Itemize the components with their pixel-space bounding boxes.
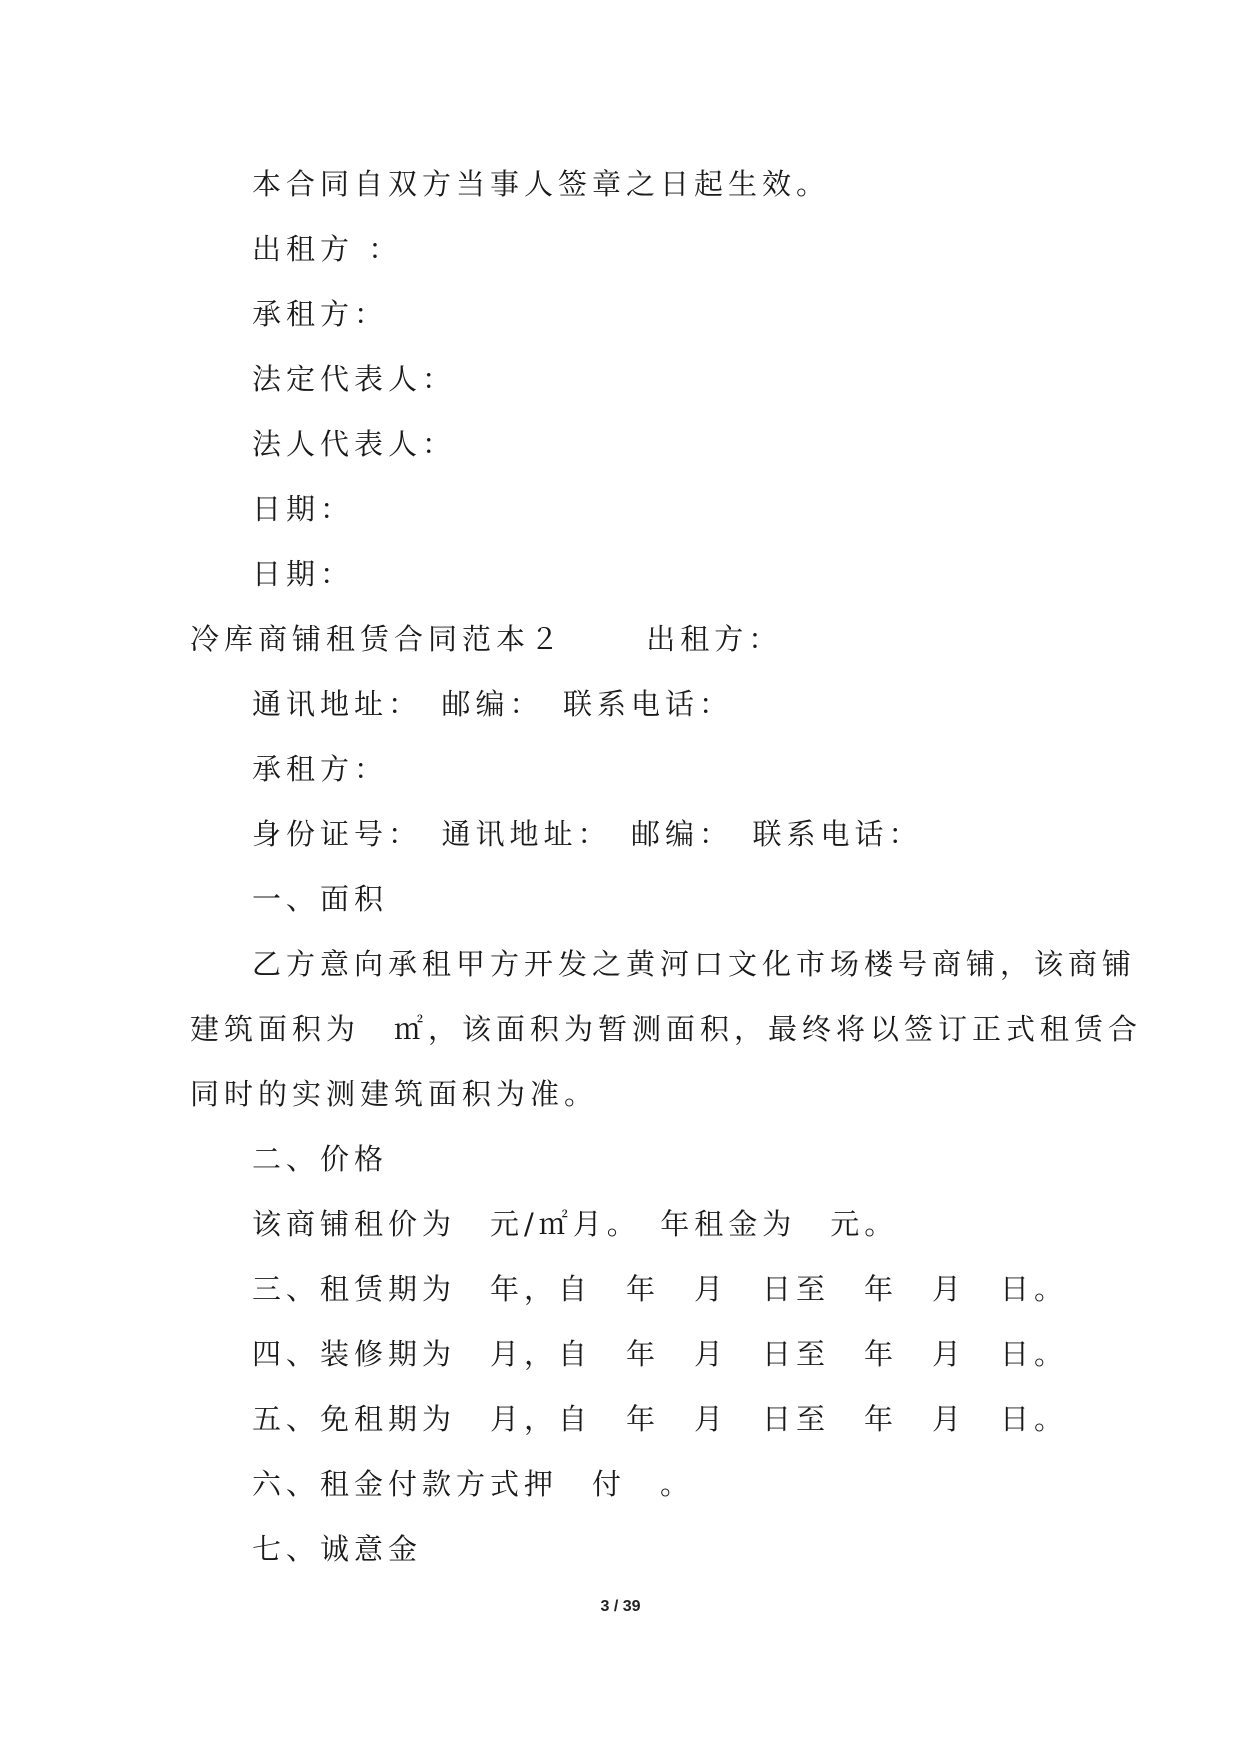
paragraph-area-line-3: 同时的实测建筑面积为准。 [190, 1077, 599, 1111]
section-heading-price: 二、价格 [252, 1142, 389, 1176]
section-heading-area: 一、面积 [252, 882, 389, 916]
paragraph-price: 该商铺租价为 元/㎡月。 年租金为 元。 [252, 1207, 899, 1241]
field-lessor-contact: 通讯地址： 邮编： 联系电话： [252, 687, 734, 721]
section-lease-term: 三、租赁期为 年，自 年 月 日至 年 月 日。 [252, 1272, 1069, 1306]
field-lessee: 承租方： [252, 297, 389, 331]
field-corporate-representative: 法人代表人： [252, 427, 457, 461]
section-payment-method: 六、租金付款方式押 付 。 [252, 1467, 695, 1501]
field-legal-representative: 法定代表人： [252, 362, 457, 396]
section-heading-deposit: 七、诚意金 [252, 1532, 423, 1566]
page-number: 3 / 39 [600, 1598, 641, 1615]
field-lessee-contact: 身份证号： 通讯地址： 邮编： 联系电话： [252, 817, 923, 851]
section-renovation-period: 四、装修期为 月，自 年 月 日至 年 月 日。 [252, 1337, 1069, 1371]
paragraph-effective-clause: 本合同自双方当事人签章之日起生效。 [252, 167, 831, 201]
field-lessor: 出租方 ： [252, 232, 403, 266]
field-date-2: 日期： [252, 557, 355, 591]
contract-title-sample-2: 冷库商铺租赁合同范本２ 出租方： [190, 622, 783, 656]
paragraph-area-line-2: 建筑面积为 ㎡，该面积为暂测面积，最终将以签订正式租赁合 [190, 1012, 1143, 1046]
section-rent-free-period: 五、免租期为 月，自 年 月 日至 年 月 日。 [252, 1402, 1069, 1436]
paragraph-area-line-1: 乙方意向承租甲方开发之黄河口文化市场楼号商铺，该商铺 [252, 947, 1137, 981]
field-date-1: 日期： [252, 492, 355, 526]
field-lessee-2: 承租方： [252, 752, 389, 786]
